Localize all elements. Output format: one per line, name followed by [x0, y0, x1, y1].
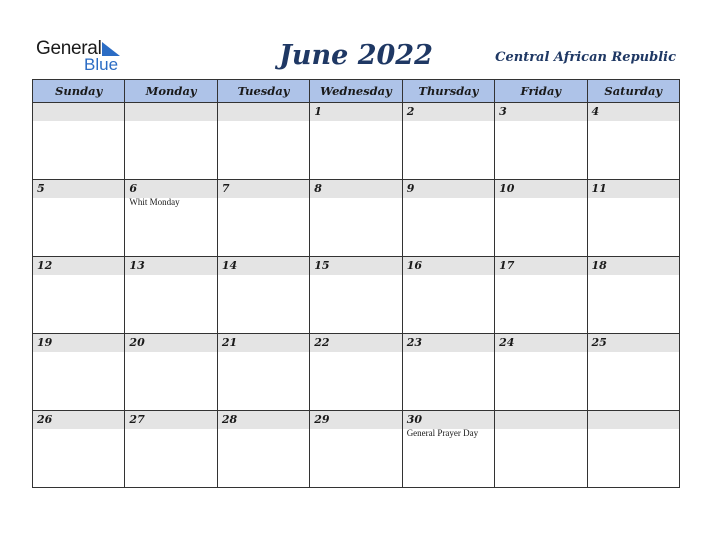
day-cell [495, 334, 587, 411]
day-number: 3 [495, 103, 586, 121]
day-cell [125, 180, 217, 257]
day-number [33, 103, 124, 121]
day-cell [33, 334, 125, 411]
day-cell [495, 411, 587, 488]
month-title: June 2022 [279, 40, 433, 71]
weekday-saturday: Saturday [587, 80, 679, 103]
day-number: 28 [218, 411, 309, 429]
day-cell [495, 103, 587, 180]
day-number: 24 [495, 334, 586, 352]
day-number: 7 [218, 180, 309, 198]
day-cell [587, 257, 679, 334]
day-number: 19 [33, 334, 124, 352]
day-number: 1 [310, 103, 401, 121]
weekday-friday: Friday [495, 80, 587, 103]
day-number: 23 [403, 334, 494, 352]
day-cell [310, 334, 402, 411]
day-cell [587, 411, 679, 488]
week-row [33, 103, 680, 180]
day-number: 29 [310, 411, 401, 429]
weekday-sunday: Sunday [33, 80, 125, 103]
day-cell [33, 103, 125, 180]
week-row [33, 334, 680, 411]
holiday-label: Whit Monday [129, 197, 180, 207]
weekday-header-row [33, 80, 680, 103]
holiday-label: General Prayer Day [406, 428, 479, 438]
weekday-wednesday: Wednesday [310, 80, 402, 103]
weekday-thursday: Thursday [402, 80, 494, 103]
day-number: 10 [495, 180, 586, 198]
day-cell [217, 103, 309, 180]
day-number: 5 [33, 180, 124, 198]
day-cell [33, 257, 125, 334]
day-number: 27 [125, 411, 216, 429]
day-number: 20 [125, 334, 216, 352]
day-number: 18 [588, 257, 679, 275]
day-number: 14 [218, 257, 309, 275]
day-cell [495, 257, 587, 334]
calendar-grid [32, 79, 680, 488]
day-cell [125, 103, 217, 180]
day-cell [310, 411, 402, 488]
day-number: 21 [218, 334, 309, 352]
day-number: 2 [403, 103, 494, 121]
country-name: Central African Republic [495, 50, 676, 65]
day-cell [125, 411, 217, 488]
day-cell [402, 411, 494, 488]
day-cell [402, 180, 494, 257]
day-number: 16 [403, 257, 494, 275]
day-cell [217, 334, 309, 411]
day-cell [402, 103, 494, 180]
day-cell [310, 103, 402, 180]
day-cell [587, 103, 679, 180]
day-cell [402, 334, 494, 411]
day-cell [402, 257, 494, 334]
day-number [588, 411, 679, 429]
day-number: 11 [588, 180, 679, 198]
day-cell [217, 411, 309, 488]
day-cell [33, 180, 125, 257]
day-number: 15 [310, 257, 401, 275]
week-row [33, 411, 680, 488]
day-number: 4 [588, 103, 679, 121]
day-cell [587, 334, 679, 411]
day-number [125, 103, 216, 121]
weekday-monday: Monday [125, 80, 217, 103]
day-cell [310, 257, 402, 334]
day-number: 13 [125, 257, 216, 275]
day-number [495, 411, 586, 429]
day-cell [125, 334, 217, 411]
week-row [33, 257, 680, 334]
day-number: 12 [33, 257, 124, 275]
day-number: 6 [125, 180, 216, 198]
day-number: 30 [403, 411, 494, 429]
day-number [218, 103, 309, 121]
day-number: 17 [495, 257, 586, 275]
day-cell [495, 180, 587, 257]
day-number: 8 [310, 180, 401, 198]
day-number: 22 [310, 334, 401, 352]
logo-general-text: General [36, 38, 102, 59]
day-number: 9 [403, 180, 494, 198]
day-cell [33, 411, 125, 488]
day-number: 26 [33, 411, 124, 429]
logo-blue-text: Blue [84, 55, 119, 74]
day-cell [217, 257, 309, 334]
day-cell [310, 180, 402, 257]
week-row [33, 180, 680, 257]
day-number: 25 [588, 334, 679, 352]
day-cell [125, 257, 217, 334]
day-cell [587, 180, 679, 257]
weekday-tuesday: Tuesday [217, 80, 309, 103]
day-cell [217, 180, 309, 257]
